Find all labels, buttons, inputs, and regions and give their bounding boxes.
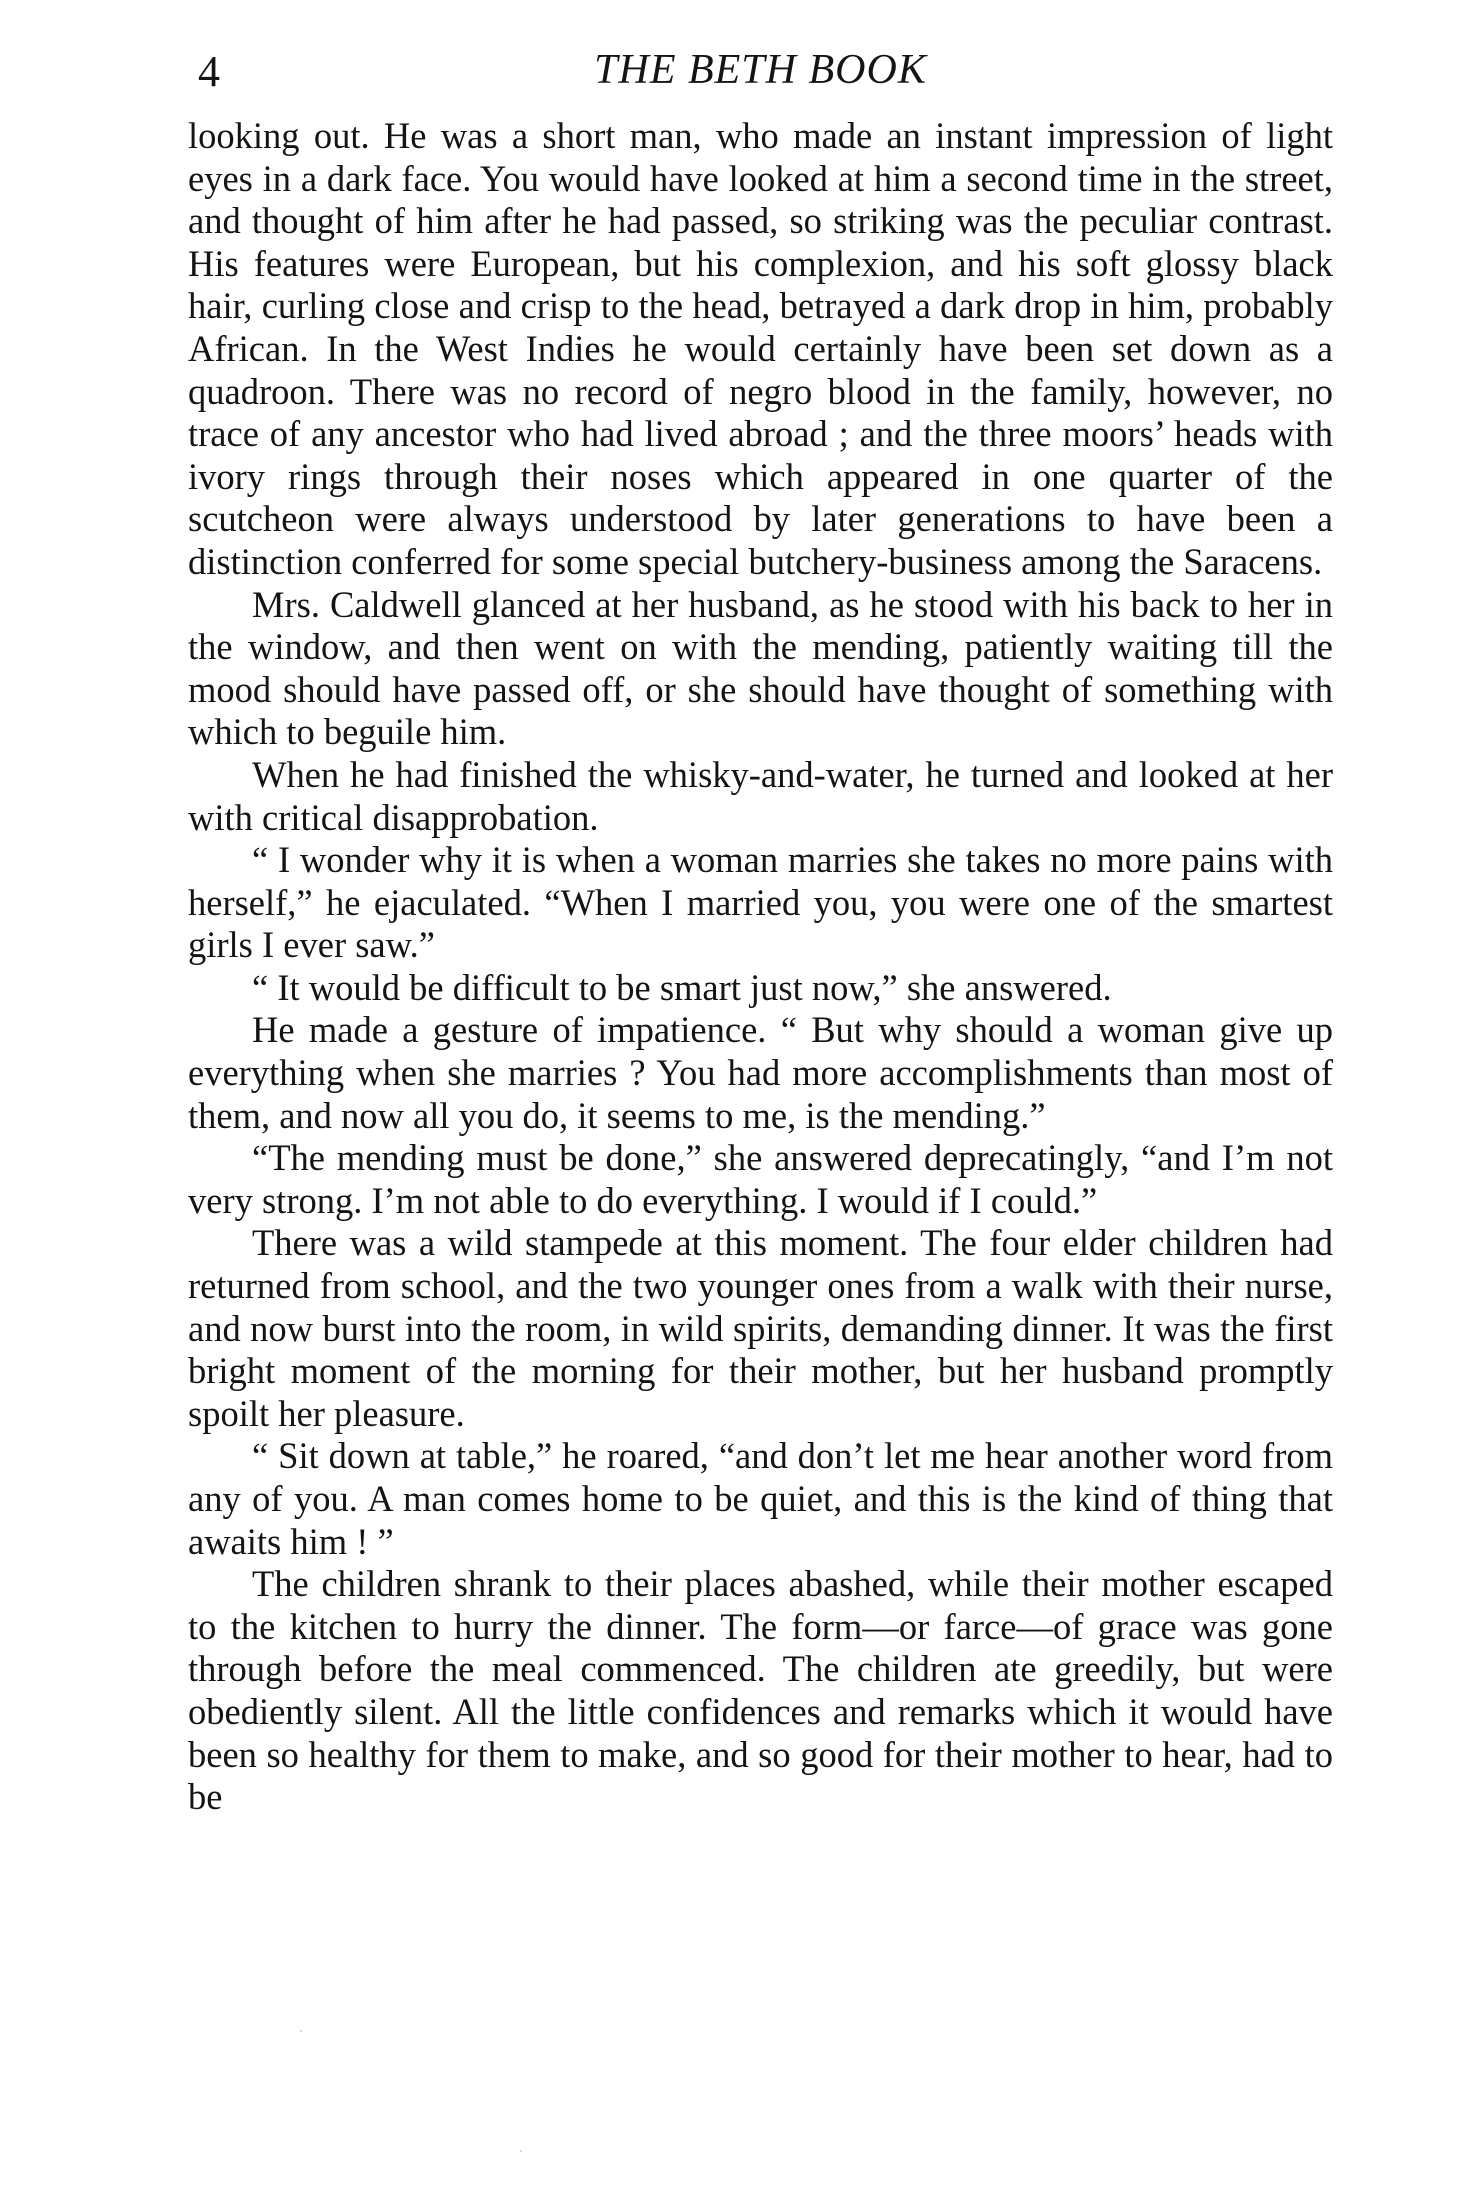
paragraph: There was a wild stampede at this moment. The four elder children had returned from school, and the two younger ones from a walk with their nurse, and now burst into the room, in wild spirits, demanding dinner. It was the first bright moment of the morning for their mother, but her husband promptly spoilt her pleasure. (188, 1222, 1333, 1434)
body-text (188, 115, 1333, 1819)
paragraph: “ I wonder why it is when a woman marries she takes no more pains with herself,” he ejaculated. “When I married you, you were one of the smartest girls I ever saw.” (188, 839, 1333, 966)
paragraph: When he had finished the whisky-and-water, he turned and looked at her with critical disapprobation. (188, 753, 1333, 838)
page-number: 4 (198, 47, 220, 96)
scan-speck (300, 2030, 302, 2032)
paragraph-continues-next-page: The children shrank to their places abashed, while their mother escaped to the kitchen to hurry the dinner. The form—or farce—of grace was gone through before the meal commenced. The children ate greedily, but were obediently silent. All the little confidences and remarks which it would have been so healthy for them to make, and so good for their mother to hear, had to be (188, 1563, 1333, 1818)
running-title: THE BETH BOOK (594, 47, 927, 93)
paragraph: “The mending must be done,” she answered deprecatingly, “and I’m not very strong. I’m not able to do everything. I would if I could.” (188, 1137, 1333, 1221)
page-header (188, 36, 1333, 116)
paragraph: “ It would be difficult to be smart just now,” she answered. (252, 966, 1112, 1008)
paragraph: Mrs. Caldwell glanced at her husband, as he stood with his back to her in the window, and then went on with the mending, patiently waiting till the mood should have passed off, or she should have thought of something with which to beguile him. (188, 583, 1333, 753)
scan-speck (520, 2150, 522, 2152)
paragraph: “ Sit down at table,” he roared, “and don’t let me hear another word from any of you. A man comes home to be quiet, and this is the kind of thing that awaits him ! ” (188, 1435, 1333, 1562)
paragraph-continuation: looking out. He was a short man, who made an instant impression of light eyes in a dark face. You would have looked at him a second time in the street, and thought of him after he had passed, so striking was the peculiar contrast. His features were European, but his complexion, and his soft glossy black hair, curling close and crisp to the head, betrayed a dark drop in him, probably African. In the West Indies he would certainly have been set down as a quadroon. There was no record of negro blood in the family, however, no trace of any ancestor who had lived abroad ; and the three moors’ heads with ivory rings through their noses which appeared in one quarter of the scutcheon were always understood by later generations to have been a distinction conferred for some special butchery-business among the Saracens. (188, 115, 1333, 582)
paragraph: He made a gesture of impatience. “ But why should a woman give up everything when she marries ? You had more accomplishments than most of them, and now all you do, it seems to me, is the mending.” (188, 1009, 1333, 1136)
